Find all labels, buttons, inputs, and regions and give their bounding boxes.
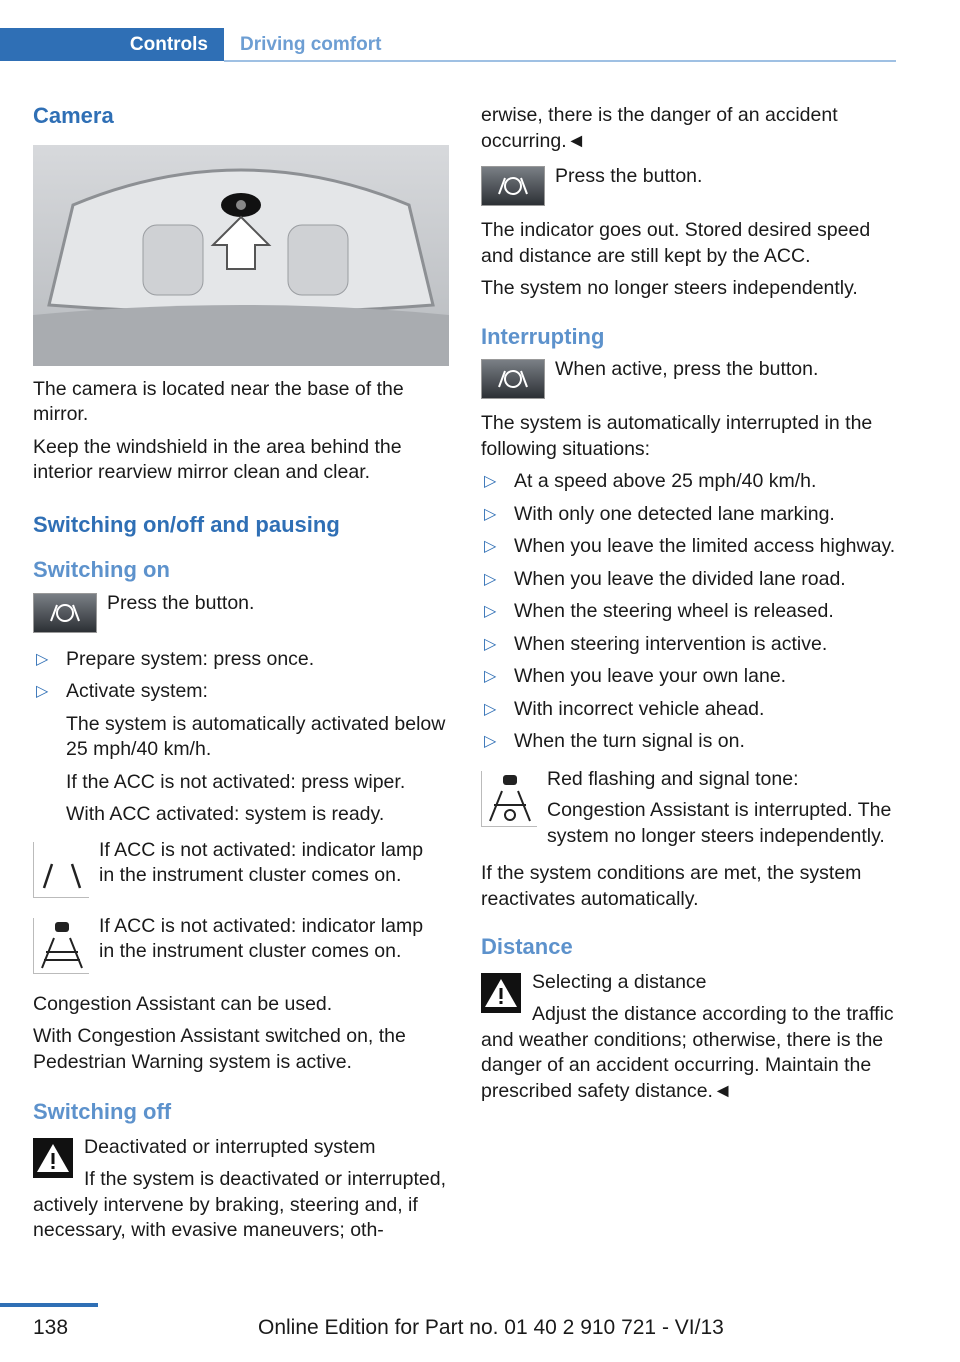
warning-title: Deactivated or interrupted system [84,1135,376,1158]
tab-driving-comfort[interactable]: Driving comfort [240,33,382,55]
lane-steering-button-icon [481,359,545,399]
list-item: ▷ With incorrect vehicle ahead. [481,697,897,723]
warning-block-right [481,970,897,1105]
congestion-p: Congestion Assistant can be used. [33,992,333,1015]
warning-text: Adjust the distance according to the traffic and weather conditions; otherwise, there is the danger of an accident occurring. Maintain the prescribed safety distance.◄ [481,1003,894,1102]
continued-text: erwise, there is the danger of an accident occurring.◄ [481,104,838,152]
indicator-goes-out-p: The indicator goes out. Stored desired speed and distance are still kept by the ACC. [481,219,871,267]
interrupt-press-text: When active, press the button. [555,358,819,380]
press-row-right [481,166,897,206]
list-item: ▷ At a speed above 25 mph/40 km/h. [481,469,897,495]
distance-heading: Distance [481,934,573,959]
warning-block-left [33,1135,449,1244]
list-item: ▷ Activate system: The system is automatically activated below 25 mph/40 km/h. If the ACC is not activated: press wiper. With ACC activated: system is ready. [33,679,449,828]
switch-heading: Switching on/off and pausing [33,511,340,537]
camera-p2: Keep the windshield in the area behind the interior rearview mirror clean and clear. [33,435,402,483]
red-flash-title: Red flashing and signal tone: [547,767,799,790]
triangle-bullet-icon: ▷ [484,505,497,523]
triangle-bullet-icon: ▷ [484,473,497,490]
switching-on-heading: Switching on [33,557,170,582]
press-row [33,593,449,633]
lane-steering-button-icon [481,166,545,206]
list-item: ▷ When the turn signal is on. [481,729,897,755]
camera-image [33,145,449,366]
list-item: ▷ When steering intervention is active. [481,632,897,658]
lane-indicator-icon [33,842,89,898]
camera-heading: Camera [33,103,114,128]
triangle-bullet-icon: ▷ [484,538,497,555]
list-item: ▷ When you leave your own lane. [481,664,897,690]
header-rule [224,60,896,62]
pedestrian-p: With Congestion Assistant switched on, the Pedestrian Warning system is active. [33,1025,406,1073]
red-flash-block [481,767,897,850]
camera-p1: The camera is located near the base of the mirror. [33,377,404,425]
list-item: ▷ With only one detected lane marking. [481,502,897,528]
triangle-bullet-icon: ▷ [484,668,497,685]
left-column [33,103,449,1244]
footer-rule [0,1303,98,1307]
triangle-bullet-icon: ▷ [484,635,497,653]
switch-on-list [33,647,449,828]
indicator-row-2 [33,914,449,974]
activate-sub-1: The system is automatically activated below 25 mph/40 km/h. [66,712,446,760]
warning-triangle-icon [481,973,521,1013]
lane-steering-button-icon [33,593,97,633]
press-button-text: Press the button. [555,165,703,187]
page-number: 138 [33,1316,69,1339]
triangle-bullet-icon: ▷ [484,570,497,588]
congestion-assistant-indicator-icon [33,918,89,974]
indicator-text-2: If ACC is not activated: indicator lamp in the instrument cluster comes on. [99,914,424,962]
warning-title: Selecting a distance [532,970,707,993]
indicator-text-1: If ACC is not activated: indicator lamp in the instrument cluster comes on. [99,838,424,886]
right-column [481,103,897,1104]
press-button-text: Press the button. [107,591,255,614]
warning-text: If the system is deactivated or interrupted, actively intervene by braking, steering and, if necessary, with evasive maneuvers; oth- [33,1168,447,1241]
triangle-bullet-icon: ▷ [484,700,497,718]
interrupt-press-row [481,359,897,399]
list-item: ▷ When you leave the limited access highway. [481,534,897,560]
no-longer-steers-p: The system no longer steers independently. [481,277,858,299]
edition-text: Online Edition for Part no. 01 40 2 910 721 - VI/13 [258,1316,724,1339]
list-item: ▷ When the steering wheel is released. [481,599,897,625]
interrupt-list [481,469,897,755]
triangle-bullet-icon: ▷ [36,650,49,668]
list-item: ▷ Prepare system: press once. [33,647,449,673]
interrupting-heading: Interrupting [481,323,605,349]
activate-sub-2: If the ACC is not activated: press wiper. [66,770,406,793]
triangle-bullet-icon: ▷ [36,683,49,700]
list-item: ▷ When you leave the divided lane road. [481,567,897,593]
interrupt-situations-p: The system is automatically interrupted in the following situations: [481,412,873,460]
indicator-row-1 [33,838,449,898]
warning-triangle-icon [33,1138,73,1178]
red-flash-text-part: Congestion Assistant is interrupted. The system no longer steers independently. [547,799,892,847]
triangle-bullet-icon: ▷ [484,733,497,750]
reactivate-p: If the system conditions are met, the system reactivates automatically. [481,862,862,910]
activate-sub-3: With ACC activated: system is ready. [66,803,385,825]
switching-off-heading: Switching off [33,1099,172,1124]
tab-controls[interactable]: Controls [0,28,224,61]
congestion-assistant-red-indicator-icon [481,771,537,827]
triangle-bullet-icon: ▷ [484,603,497,620]
